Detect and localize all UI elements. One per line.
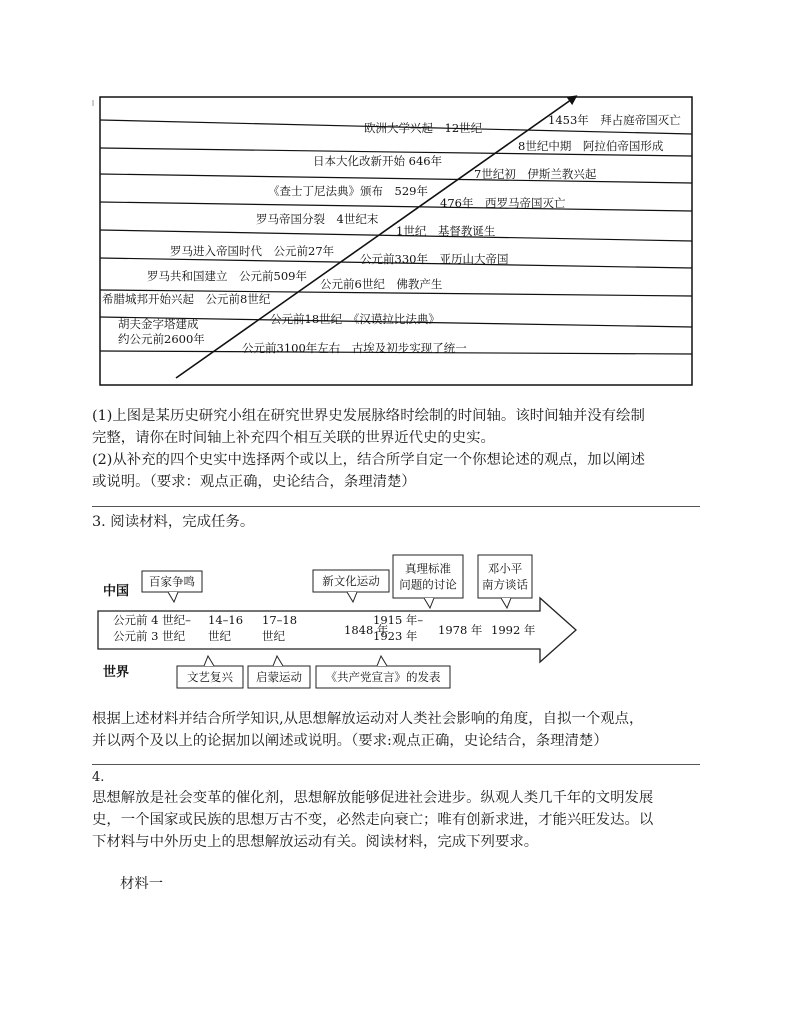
period-label: 1915 年– (373, 613, 424, 627)
event-callout-label: 《共产党宣言》的发表 (325, 670, 441, 684)
event-callout-label: 邓小平 (487, 561, 523, 576)
event-callout-label: 真理标准 (405, 561, 451, 576)
event-callout-label: 启蒙运动 (256, 670, 302, 684)
event-callout-label: 新文化运动 (322, 574, 380, 588)
event-callout-label: 问题的讨论 (399, 577, 457, 592)
period-label: 世纪 (208, 629, 231, 643)
world-row-label: 世界 (103, 665, 130, 680)
q3-task: 根据上述材料并结合所学知识,从思想解放运动对人类社会影响的角度，自拟一个观点， 并以两个及以上的论据加以阐述或说明。（要求:观点正确，史论结合，条理清楚） (92, 711, 644, 749)
timeline-event-label: 7世纪初 伊斯兰教兴起 (474, 167, 597, 181)
period-label: 17–18 (262, 613, 298, 627)
timeline-event-label: 476年 西罗马帝国灭亡 (440, 196, 566, 210)
timeline-event-label: 罗马进入帝国时代 公元前27年 (170, 244, 335, 258)
timeline-event-label: 罗马共和国建立 公元前509年 (147, 269, 307, 283)
timeline-event-label: 公元前18世纪 《汉谟拉比法典》 (270, 312, 440, 326)
timeline-event-label: 1453年 拜占庭帝国灭亡 (548, 113, 681, 127)
timeline-event-label: 约公元前2600年 (118, 332, 205, 346)
section-divider-2 (92, 764, 700, 765)
q2-part2: (2)从补充的四个史实中选择两个或以上，结合所学自定一个你想论述的观点，加以阐述 或说明。（要求：观点正确，史论结合，条理清楚） (92, 452, 645, 490)
q4-intro: 思想解放是社会变革的催化剂，思想解放能够促进社会进步。纵观人类几千年的文明发展 史，一个国家或民族的思想万古不变，必然走向衰亡；唯有创新求进，才能兴旺发达。以 下材料与中外历史上的思想解放运动有关。阅读材料，完成下列要求。 (92, 790, 654, 850)
period-label: 1978 年 (438, 623, 483, 637)
period-label: 1923 年 (373, 629, 418, 643)
timeline-event-label: 1世纪 基督教诞生 (396, 224, 496, 238)
period-label: 世纪 (262, 629, 285, 643)
timeline-event-label: 《查士丁尼法典》颁布 529年 (268, 184, 428, 198)
period-label: 公元前 3 世纪 (113, 629, 186, 643)
period-label: 公元前 4 世纪– (113, 613, 191, 627)
timeline-event-label: 8世纪中期 阿拉伯帝国形成 (518, 139, 664, 153)
timeline-event-label: 欧洲大学兴起 12世纪 (364, 121, 483, 135)
q3-heading: 3. 阅读材料，完成任务。 (92, 514, 255, 530)
china-row-label: 中国 (103, 584, 130, 599)
timeline-event-label: 胡夫金字塔建成 (118, 317, 199, 331)
q4-material-label: 材料一 (120, 876, 164, 892)
timeline-event-label: 罗马帝国分裂 4世纪末 (256, 212, 379, 226)
event-callout-label: 文艺复兴 (187, 670, 233, 684)
event-callout-label: 百家争鸣 (149, 574, 195, 589)
period-label: 1848 年 (344, 623, 389, 637)
timeline-event-label: 日本大化改新开始 646年 (313, 154, 443, 168)
event-callout-label: 南方谈话 (482, 577, 528, 592)
timeline-event-label: 公元前6世纪 佛教产生 (320, 277, 443, 291)
timeline-event-label: 希腊城邦开始兴起 公元前8世纪 (102, 292, 271, 306)
period-label: 14–16 (208, 613, 244, 627)
q2-part1: (1)上图是某历史研究小组在研究世界史发展脉络时绘制的时间轴。该时间轴并没有绘制 完整，请你在时间轴上补充四个相互关联的世界近代史的史实。 (92, 408, 645, 446)
timeline-event-label: 公元前3100年左右 古埃及初步实现了统一 (242, 341, 467, 355)
timeline-event-label: 公元前330年 亚历山大帝国 (360, 252, 509, 266)
period-label: 1992 年 (491, 623, 536, 637)
q4-number: 4. (92, 770, 105, 785)
